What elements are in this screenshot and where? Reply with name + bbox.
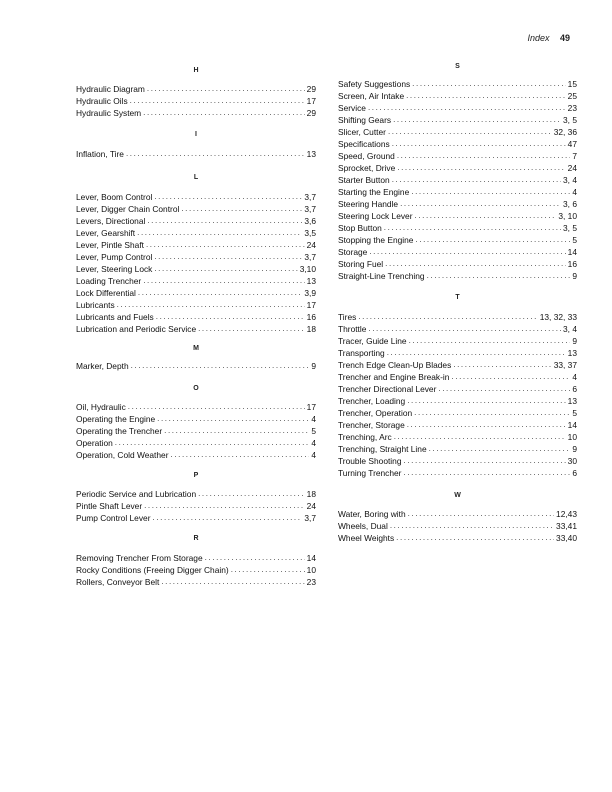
index-entry	[76, 251, 316, 263]
page-number: 49	[559, 33, 570, 43]
dot-leader	[400, 198, 561, 210]
dot-leader	[407, 419, 566, 431]
entry-term: Pump Control Lever	[76, 513, 151, 523]
dot-leader	[385, 258, 566, 270]
dot-leader	[147, 83, 305, 95]
index-entry	[338, 198, 577, 210]
entry-term: Lubrication and Periodic Service	[76, 324, 197, 334]
index-entry	[76, 552, 316, 564]
index-entry	[338, 234, 577, 246]
index-entry	[76, 311, 316, 323]
entry-page: 12,43	[556, 509, 577, 519]
entry-term: Wheel Weights	[338, 533, 395, 543]
dot-leader	[409, 335, 571, 347]
entry-term: Sprocket, Drive	[338, 163, 396, 173]
entry-page: 14	[567, 247, 577, 257]
dot-leader	[414, 407, 570, 419]
entry-term: Removing Trencher From Storage	[76, 553, 203, 563]
dot-leader	[415, 210, 557, 222]
index-entry	[338, 311, 577, 323]
section-letter: H	[193, 67, 199, 74]
entry-term: Operation, Cold Weather	[76, 450, 169, 460]
index-entry	[76, 564, 316, 576]
dot-leader	[358, 311, 537, 323]
index-entry	[338, 419, 577, 431]
dot-leader	[396, 532, 554, 544]
index-entry	[338, 90, 577, 102]
entry-term: Trouble Shooting	[338, 456, 402, 466]
entry-page: 18	[306, 324, 316, 334]
index-entry	[338, 258, 577, 270]
entry-page: 3, 5	[563, 223, 577, 233]
entry-term: Storing Fuel	[338, 259, 384, 269]
dot-leader	[130, 95, 305, 107]
entry-page: 9	[572, 271, 577, 281]
index-entry	[76, 401, 316, 413]
entry-page: 10	[306, 565, 316, 575]
entry-page: 16	[306, 312, 316, 322]
dot-leader	[411, 186, 570, 198]
index-entry	[76, 413, 316, 425]
index-entry	[338, 186, 577, 198]
entry-page: 5	[311, 426, 316, 436]
dot-leader	[117, 299, 305, 311]
section-letter: M	[193, 345, 199, 352]
entry-page: 3,7	[304, 252, 316, 262]
entry-term: Hydraulic Diagram	[76, 84, 145, 94]
dot-leader	[115, 437, 310, 449]
entry-page: 24	[306, 501, 316, 511]
index-section	[76, 471, 316, 524]
entry-page: 24	[306, 240, 316, 250]
index-entry	[338, 383, 577, 395]
index-entry	[338, 210, 577, 222]
entry-page: 33,40	[556, 533, 577, 543]
index-entry	[76, 500, 316, 512]
index-entry	[76, 239, 316, 251]
dot-leader	[368, 102, 566, 114]
section-letter: O	[193, 385, 199, 392]
entry-term: Wheels, Dual	[338, 521, 388, 531]
entry-term: Operating the Engine	[76, 414, 156, 424]
entry-page: 3, 5	[563, 115, 577, 125]
index-entry	[338, 270, 577, 282]
index-entry	[338, 347, 577, 359]
header-title: Index	[527, 33, 550, 43]
index-entry	[338, 114, 577, 126]
index-entry	[76, 437, 316, 449]
entry-term: Rocky Conditions (Freeing Digger Chain)	[76, 565, 229, 575]
entry-page: 47	[567, 139, 577, 149]
entry-page: 17	[306, 300, 316, 310]
index-section	[76, 130, 316, 160]
entry-term: Lever, Digger Chain Control	[76, 204, 180, 214]
dot-leader	[438, 383, 570, 395]
dot-leader	[198, 323, 305, 335]
dot-leader	[205, 552, 305, 564]
index-entry	[76, 191, 316, 203]
entry-term: Throttle	[338, 324, 367, 334]
dot-leader	[131, 360, 310, 372]
index-entry	[76, 488, 316, 500]
entry-page: 3,9	[304, 288, 316, 298]
entry-term: Inflation, Tire	[76, 149, 124, 159]
entry-page: 17	[306, 402, 316, 412]
dot-leader	[393, 114, 561, 126]
index-entry	[338, 126, 577, 138]
dot-leader	[154, 263, 297, 275]
entry-page: 29	[306, 84, 316, 94]
dot-leader	[429, 443, 571, 455]
dot-leader	[181, 203, 302, 215]
entry-page: 3,7	[304, 204, 316, 214]
entry-page: 33,41	[556, 521, 577, 531]
entry-page: 16	[567, 259, 577, 269]
dot-leader	[453, 359, 551, 371]
entry-term: Specifications	[338, 139, 390, 149]
dot-leader	[403, 467, 570, 479]
index-section	[76, 173, 316, 335]
entry-page: 32, 36	[553, 127, 577, 137]
dot-leader	[143, 107, 305, 119]
entry-term: Stopping the Engine	[338, 235, 414, 245]
index-entry	[338, 508, 577, 520]
entry-term: Lever, Boom Control	[76, 192, 153, 202]
entry-term: Lubricants and Fuels	[76, 312, 154, 322]
entry-page: 4	[311, 414, 316, 424]
entry-term: Water, Boring with	[338, 509, 406, 519]
entry-term: Trench Edge Clean-Up Blades	[338, 360, 452, 370]
index-entry	[76, 227, 316, 239]
entry-term: Trencher, Operation	[338, 408, 413, 418]
dot-leader	[231, 564, 305, 576]
dot-leader	[406, 90, 566, 102]
section-letter: R	[193, 535, 199, 542]
index-entry	[338, 443, 577, 455]
section-letter: S	[455, 63, 460, 70]
index-entry	[338, 407, 577, 419]
entry-term: Tires	[338, 312, 357, 322]
dot-leader	[157, 413, 309, 425]
index-entry	[76, 323, 316, 335]
dot-leader	[403, 455, 565, 467]
dot-leader	[164, 425, 309, 437]
entry-term: Operation	[76, 438, 113, 448]
dot-leader	[397, 162, 565, 174]
index-section	[338, 293, 577, 479]
entry-term: Steering Lock Lever	[338, 211, 413, 221]
dot-leader	[384, 222, 561, 234]
entry-term: Turning Trencher	[338, 468, 402, 478]
entry-page: 13	[567, 348, 577, 358]
index-entry	[338, 162, 577, 174]
entry-term: Trenching, Straight Line	[338, 444, 427, 454]
entry-term: Levers, Directional	[76, 216, 146, 226]
entry-page: 17	[306, 96, 316, 106]
entry-term: Lever, Steering Lock	[76, 264, 153, 274]
dot-leader	[126, 148, 305, 160]
entry-page: 24	[567, 163, 577, 173]
dot-leader	[154, 251, 302, 263]
dot-leader	[427, 270, 571, 282]
index-entry	[338, 467, 577, 479]
section-letter: T	[455, 294, 460, 301]
entry-term: Slicer, Cutter	[338, 127, 386, 137]
entry-page: 18	[306, 489, 316, 499]
entry-page: 13	[306, 149, 316, 159]
section-letter: L	[193, 174, 199, 181]
section-letter: W	[454, 492, 461, 499]
index-column-left	[76, 66, 316, 588]
entry-page: 3,6	[304, 216, 316, 226]
entry-term: Lever, Pintle Shaft	[76, 240, 144, 250]
entry-page: 3, 10	[558, 211, 577, 221]
dot-leader	[412, 78, 566, 90]
index-entry	[76, 263, 316, 275]
entry-page: 3, 4	[563, 324, 577, 334]
entry-page: 13	[567, 396, 577, 406]
entry-term: Trencher Directional Lever	[338, 384, 437, 394]
entry-term: Lock Differential	[76, 288, 136, 298]
dot-leader	[144, 500, 305, 512]
dot-leader	[128, 401, 305, 413]
entry-term: Trencher, Storage	[338, 420, 405, 430]
dot-leader	[394, 431, 566, 443]
index-entry	[76, 299, 316, 311]
dot-leader	[154, 191, 302, 203]
entry-page: 4	[572, 187, 577, 197]
dot-leader	[407, 395, 565, 407]
entry-term: Stop Button	[338, 223, 382, 233]
index-entry	[338, 532, 577, 544]
entry-term: Safety Suggestions	[338, 79, 411, 89]
dot-leader	[171, 449, 310, 461]
entry-page: 33, 37	[553, 360, 577, 370]
entry-page: 9	[572, 444, 577, 454]
entry-page: 4	[572, 372, 577, 382]
index-entry	[338, 431, 577, 443]
index-section	[338, 491, 577, 544]
entry-term: Oil, Hydraulic	[76, 402, 126, 412]
dot-leader	[369, 246, 565, 258]
index-entry	[338, 323, 577, 335]
index-entry	[338, 395, 577, 407]
section-letter: P	[193, 472, 199, 479]
index-section	[76, 534, 316, 588]
entry-term: Marker, Depth	[76, 361, 129, 371]
dot-leader	[137, 227, 302, 239]
entry-page: 23	[306, 577, 316, 587]
entry-term: Screen, Air Intake	[338, 91, 405, 101]
entry-term: Operating the Trencher	[76, 426, 163, 436]
entry-term: Storage	[338, 247, 368, 257]
dot-leader	[392, 138, 566, 150]
index-entry	[76, 148, 316, 160]
index-entry	[76, 83, 316, 95]
dot-leader	[392, 174, 561, 186]
entry-page: 23	[567, 103, 577, 113]
index-entry	[338, 335, 577, 347]
entry-page: 4	[311, 438, 316, 448]
entry-term: Trencher and Engine Break-in	[338, 372, 450, 382]
dot-leader	[147, 215, 302, 227]
index-section	[76, 384, 316, 461]
dot-leader	[397, 150, 571, 162]
index-entry	[338, 455, 577, 467]
entry-term: Steering Handle	[338, 199, 399, 209]
dot-leader	[388, 126, 552, 138]
dot-leader	[143, 275, 304, 287]
index-entry	[338, 138, 577, 150]
entry-term: Periodic Service and Lubrication	[76, 489, 197, 499]
index-entry	[338, 102, 577, 114]
entry-page: 29	[306, 108, 316, 118]
index-entry	[76, 215, 316, 227]
dot-leader	[451, 371, 570, 383]
index-entry	[338, 78, 577, 90]
index-entry	[76, 449, 316, 461]
index-entry	[338, 359, 577, 371]
entry-page: 4	[311, 450, 316, 460]
index-entry	[76, 275, 316, 287]
entry-term: Trenching, Arc	[338, 432, 392, 442]
dot-leader	[387, 347, 566, 359]
entry-term: Trencher, Loading	[338, 396, 406, 406]
entry-page: 3,7	[304, 513, 316, 523]
entry-page: 7	[572, 151, 577, 161]
entry-page: 10	[567, 432, 577, 442]
dot-leader	[390, 520, 554, 532]
entry-term: Tracer, Guide Line	[338, 336, 407, 346]
entry-term: Starter Button	[338, 175, 390, 185]
index-entry	[76, 203, 316, 215]
index-section	[76, 66, 316, 119]
index-section	[76, 344, 316, 372]
index-entry	[76, 425, 316, 437]
index-entry	[338, 520, 577, 532]
index-column-right	[338, 62, 577, 544]
entry-term: Shifting Gears	[338, 115, 392, 125]
entry-page: 5	[572, 235, 577, 245]
entry-term: Hydraulic System	[76, 108, 142, 118]
entry-page: 13, 32, 33	[539, 312, 577, 322]
entry-term: Starting the Engine	[338, 187, 410, 197]
entry-page: 25	[567, 91, 577, 101]
index-entry	[76, 107, 316, 119]
entry-term: Speed, Ground	[338, 151, 395, 161]
entry-page: 15	[567, 79, 577, 89]
entry-page: 30	[567, 456, 577, 466]
entry-page: 3,7	[304, 192, 316, 202]
entry-term: Hydraulic Oils	[76, 96, 128, 106]
entry-term: Lubricants	[76, 300, 115, 310]
dot-leader	[146, 239, 305, 251]
entry-page: 9	[572, 336, 577, 346]
dot-leader	[198, 488, 305, 500]
entry-page: 3, 6	[563, 199, 577, 209]
index-entry	[338, 222, 577, 234]
entry-term: Transporting	[338, 348, 385, 358]
index-entry	[338, 150, 577, 162]
dot-leader	[415, 234, 570, 246]
entry-page: 3, 4	[563, 175, 577, 185]
entry-term: Straight-Line Trenching	[338, 271, 425, 281]
dot-leader	[161, 576, 304, 588]
index-entry	[338, 246, 577, 258]
entry-term: Lever, Pump Control	[76, 252, 153, 262]
entry-term: Pintle Shaft Lever	[76, 501, 143, 511]
index-entry	[338, 371, 577, 383]
section-letter: I	[195, 131, 197, 138]
entry-page: 3,10	[299, 264, 316, 274]
dot-leader	[156, 311, 305, 323]
entry-page: 14	[306, 553, 316, 563]
index-section	[338, 62, 577, 282]
dot-leader	[138, 287, 302, 299]
index-entry	[76, 95, 316, 107]
entry-page: 6	[572, 384, 577, 394]
entry-term: Service	[338, 103, 366, 113]
dot-leader	[152, 512, 302, 524]
dot-leader	[408, 508, 554, 520]
entry-page: 9	[311, 361, 316, 371]
entry-page: 5	[572, 408, 577, 418]
entry-page: 14	[567, 420, 577, 430]
dot-leader	[368, 323, 561, 335]
index-entry	[76, 287, 316, 299]
entry-term: Rollers, Conveyor Belt	[76, 577, 160, 587]
entry-page: 13	[306, 276, 316, 286]
index-entry	[76, 512, 316, 524]
entry-page: 3,5	[304, 228, 316, 238]
entry-page: 6	[572, 468, 577, 478]
entry-term: Lever, Gearshift	[76, 228, 136, 238]
index-entry	[76, 360, 316, 372]
index-entry	[76, 576, 316, 588]
index-entry	[338, 174, 577, 186]
page-header	[527, 33, 570, 43]
entry-term: Loading Trencher	[76, 276, 142, 286]
